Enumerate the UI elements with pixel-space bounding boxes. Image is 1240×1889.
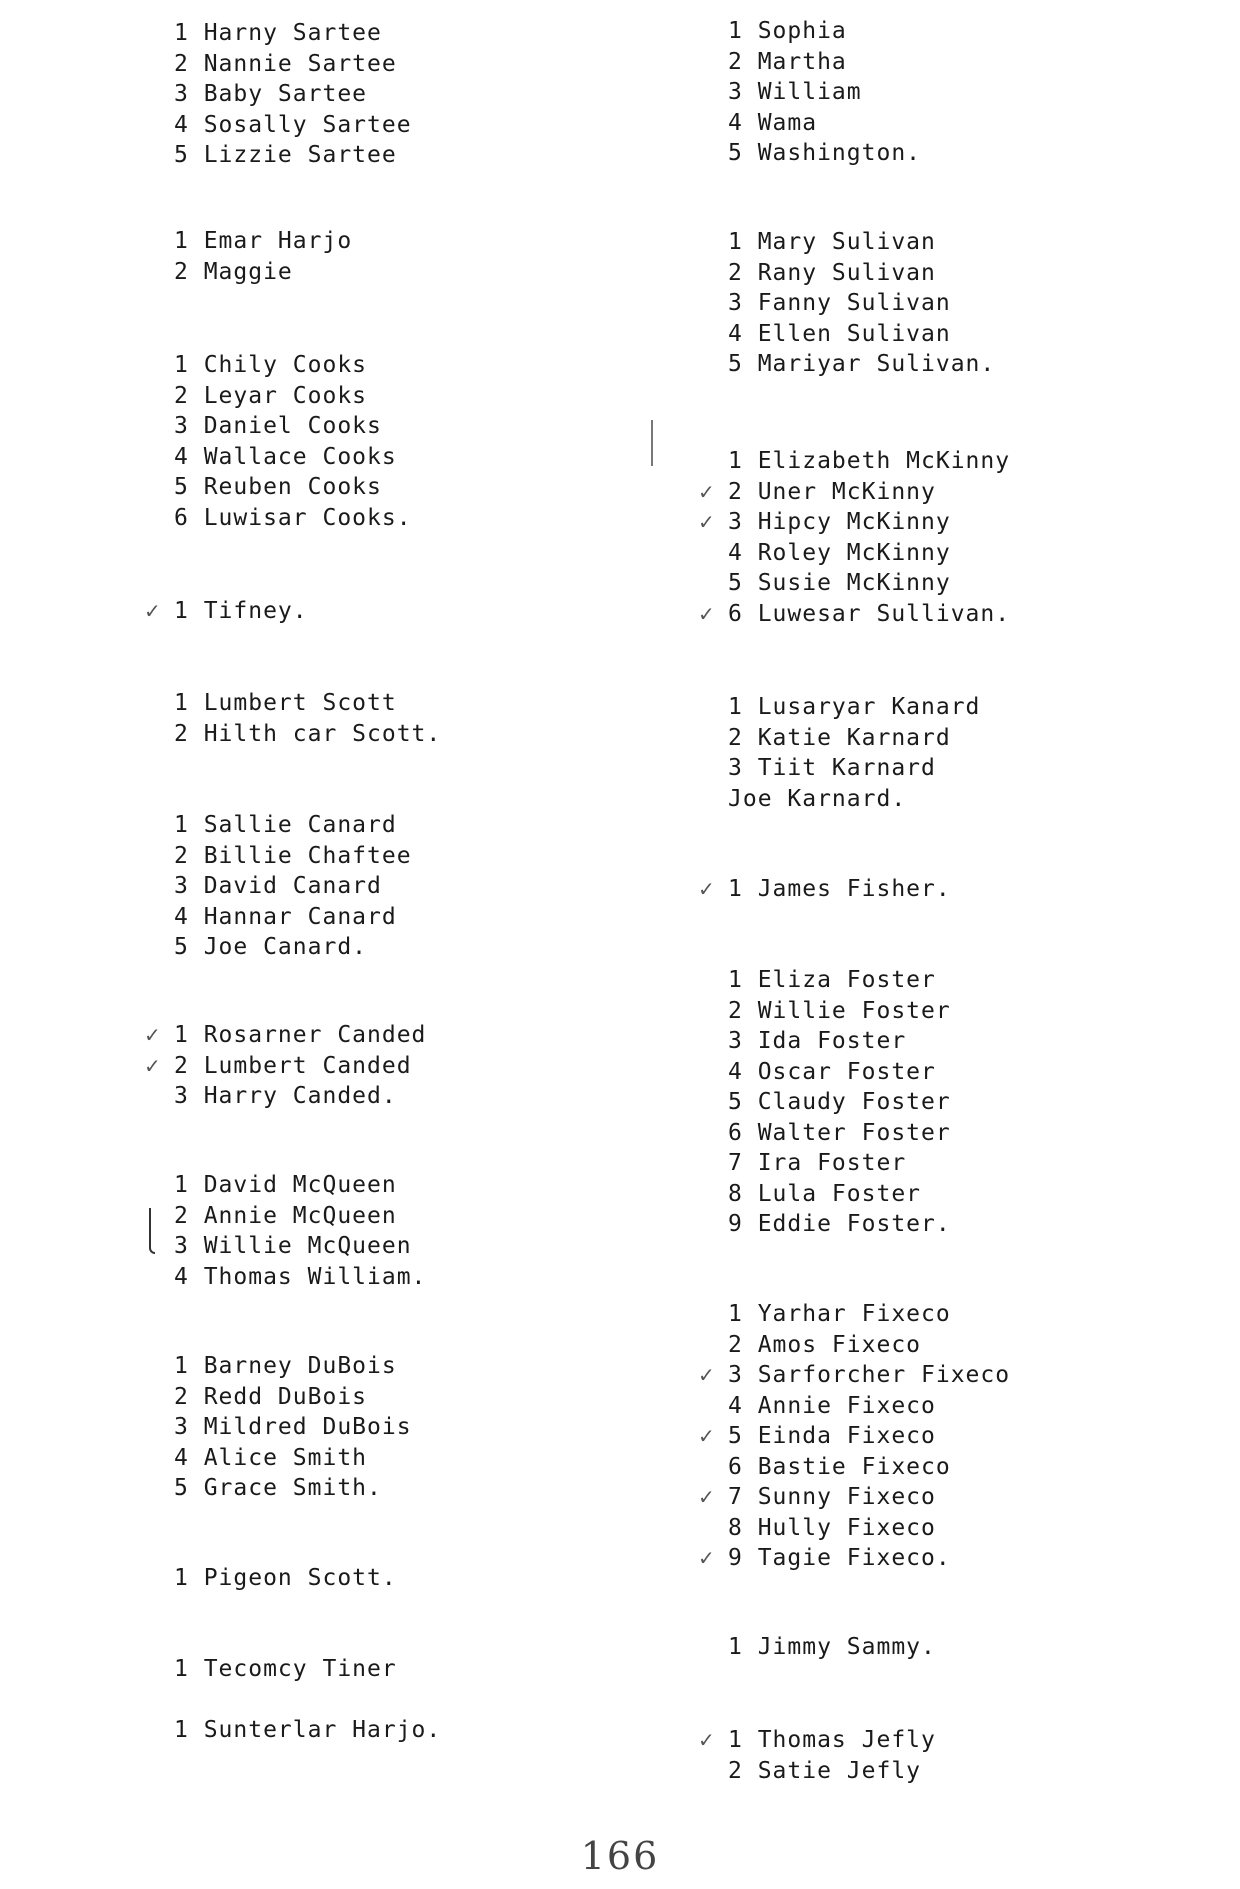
family-member: 8 Hully Fixeco xyxy=(728,1514,936,1541)
family-member: 1 Pigeon Scott. xyxy=(174,1565,397,1591)
family-member: 1 Elizabeth McKinny xyxy=(728,448,1011,474)
check-mark-icon: ✓ xyxy=(698,1485,716,1509)
family-member: 1 Harny Sartee xyxy=(174,20,382,46)
family-member: 6 Luwesar Sullivan. ✓ xyxy=(728,599,1010,630)
family-member: 2 Redd DuBois xyxy=(174,1383,368,1410)
check-mark-icon: ✓ xyxy=(144,1053,162,1078)
family-member: 1 Tecomcy Tiner xyxy=(174,1656,397,1682)
family-member: 4 Hannar Canard xyxy=(174,903,397,930)
page-number: 166 xyxy=(580,1834,660,1878)
family-member: 4 Alice Smith xyxy=(174,1444,368,1471)
family-group xyxy=(144,1020,427,1112)
family-member: 7 Sunny Fixeco ✓ xyxy=(728,1482,1010,1513)
family-member: 3 David Canard xyxy=(174,873,382,899)
check-mark-icon: ✓ xyxy=(698,1424,716,1448)
family-member: 1 Yarhar Fixeco xyxy=(728,1301,951,1327)
family-group xyxy=(174,226,352,287)
family-member: 1 Chily Cooks xyxy=(174,352,368,378)
check-mark-icon: ✓ xyxy=(698,1363,716,1387)
family-group xyxy=(698,1725,936,1786)
family-member: 9 Eddie Foster. xyxy=(728,1211,951,1237)
family-group xyxy=(728,227,995,380)
family-member: 5 Washington. xyxy=(728,140,922,166)
family-member: 4 Sosally Sartee xyxy=(174,111,412,138)
check-mark-icon: ✓ xyxy=(698,1546,716,1570)
family-member: 5 Lizzie Sartee xyxy=(174,142,397,168)
family-member: 6 Luwisar Cooks. xyxy=(174,504,412,531)
family-member: 1 Jimmy Sammy. xyxy=(728,1634,936,1660)
family-member: 2 Billie Chaftee xyxy=(174,842,412,869)
family-member: 2 Leyar Cooks xyxy=(174,382,368,409)
family-member: 1 Sunterlar Harjo. xyxy=(174,1717,442,1743)
family-member: 3 Willie McQueen xyxy=(174,1233,412,1259)
family-group xyxy=(174,1563,397,1594)
family-member: 1 James Fisher. ✓ xyxy=(728,874,951,905)
family-member: 3 Sarforcher Fixeco ✓ xyxy=(728,1360,1010,1391)
family-member: 2 Amos Fixeco xyxy=(728,1331,922,1358)
family-member: 1 Eliza Foster xyxy=(728,967,936,993)
family-group xyxy=(728,965,951,1240)
family-group xyxy=(698,1299,1011,1574)
family-member: 5 Mariyar Sulivan. xyxy=(728,351,996,377)
check-mark-icon: ✓ xyxy=(698,877,716,901)
family-group xyxy=(698,446,1011,629)
family-member: 2 Willie Foster xyxy=(728,997,951,1024)
check-mark-icon: ✓ xyxy=(698,601,716,626)
family-member: 5 Einda Fixeco ✓ xyxy=(728,1421,1010,1452)
family-group xyxy=(174,1351,412,1504)
family-member: 4 Oscar Foster xyxy=(728,1058,936,1085)
family-group xyxy=(174,1170,426,1292)
check-mark-icon: ✓ xyxy=(698,479,716,504)
family-group xyxy=(174,350,412,533)
family-group xyxy=(174,1654,397,1685)
check-mark-icon: ✓ xyxy=(144,1023,162,1047)
family-member: 1 Lusaryar Kanard xyxy=(728,694,981,720)
family-member: 3 Fanny Sulivan xyxy=(728,290,951,316)
family-member: 4 Thomas William. xyxy=(174,1263,427,1290)
family-member: Joe Karnard. xyxy=(728,785,907,812)
family-member: 3 Daniel Cooks xyxy=(174,413,382,439)
family-member: 5 Grace Smith. xyxy=(174,1475,382,1501)
family-member: 2 Rany Sulivan xyxy=(728,259,936,286)
family-member: 1 David McQueen xyxy=(174,1172,397,1198)
family-member: 1 Emar Harjo xyxy=(174,228,353,254)
family-member: 1 Barney DuBois xyxy=(174,1353,397,1379)
family-group xyxy=(174,1715,441,1746)
family-group xyxy=(728,16,921,169)
family-member: 2 Katie Karnard xyxy=(728,724,951,751)
family-member: 2 Satie Jefly xyxy=(728,1757,922,1784)
family-member: 3 Mildred DuBois xyxy=(174,1414,412,1440)
family-member: 5 Joe Canard. xyxy=(174,934,368,960)
family-member: 1 Thomas Jefly ✓ xyxy=(728,1725,936,1756)
family-group xyxy=(174,810,412,963)
stray-pencil-mark xyxy=(651,420,653,466)
family-group xyxy=(144,596,308,627)
family-member: 2 Nannie Sartee xyxy=(174,50,397,77)
family-member: 3 Harry Canded. xyxy=(174,1083,397,1109)
family-member: 3 Hipcy McKinny ✓ xyxy=(728,507,1010,538)
family-member: 4 Wallace Cooks xyxy=(174,443,397,470)
family-member: 4 Roley McKinny xyxy=(728,539,951,566)
family-member: 2 Annie McQueen xyxy=(174,1202,397,1229)
family-member: 1 Sallie Canard xyxy=(174,812,397,838)
family-member: 3 Ida Foster xyxy=(728,1028,907,1054)
family-member: 1 Tifney. ✓ xyxy=(174,596,308,627)
bracket-mark xyxy=(149,1208,155,1254)
family-group xyxy=(728,1632,936,1663)
check-mark-icon: ✓ xyxy=(698,1728,716,1752)
family-group xyxy=(174,18,412,171)
check-mark-icon: ✓ xyxy=(698,510,716,534)
family-member: 1 Mary Sulivan xyxy=(728,229,936,255)
family-member: 5 Susie McKinny xyxy=(728,570,951,596)
family-member: 3 William xyxy=(728,79,862,105)
family-member: 4 Annie Fixeco xyxy=(728,1392,936,1419)
family-member: 3 Tiit Karnard xyxy=(728,755,936,781)
family-group xyxy=(728,692,980,814)
family-member: 2 Uner McKinny ✓ xyxy=(728,477,1010,508)
family-member: 5 Reuben Cooks xyxy=(174,474,382,500)
check-mark-icon: ✓ xyxy=(144,599,162,623)
family-group xyxy=(698,874,951,905)
family-member: 4 Ellen Sulivan xyxy=(728,320,951,347)
family-group xyxy=(174,688,441,749)
family-member: 2 Martha xyxy=(728,48,847,75)
family-member: 1 Lumbert Scott xyxy=(174,690,397,716)
family-member: 2 Maggie xyxy=(174,258,293,285)
family-member: 1 Sophia xyxy=(728,18,847,44)
family-member: 1 Rosarner Canded ✓ xyxy=(174,1020,426,1051)
family-member: 2 Hilth car Scott. xyxy=(174,720,442,747)
family-member: 6 Bastie Fixeco xyxy=(728,1453,951,1480)
family-member: 2 Lumbert Canded ✓ xyxy=(174,1051,426,1082)
family-member: 6 Walter Foster xyxy=(728,1119,951,1146)
family-member: 5 Claudy Foster xyxy=(728,1089,951,1115)
family-member: 8 Lula Foster xyxy=(728,1180,922,1207)
family-member: 7 Ira Foster xyxy=(728,1150,907,1176)
family-member: 3 Baby Sartee xyxy=(174,81,368,107)
family-member: 4 Wama xyxy=(728,109,818,136)
family-member: 9 Tagie Fixeco. ✓ xyxy=(728,1543,1010,1574)
